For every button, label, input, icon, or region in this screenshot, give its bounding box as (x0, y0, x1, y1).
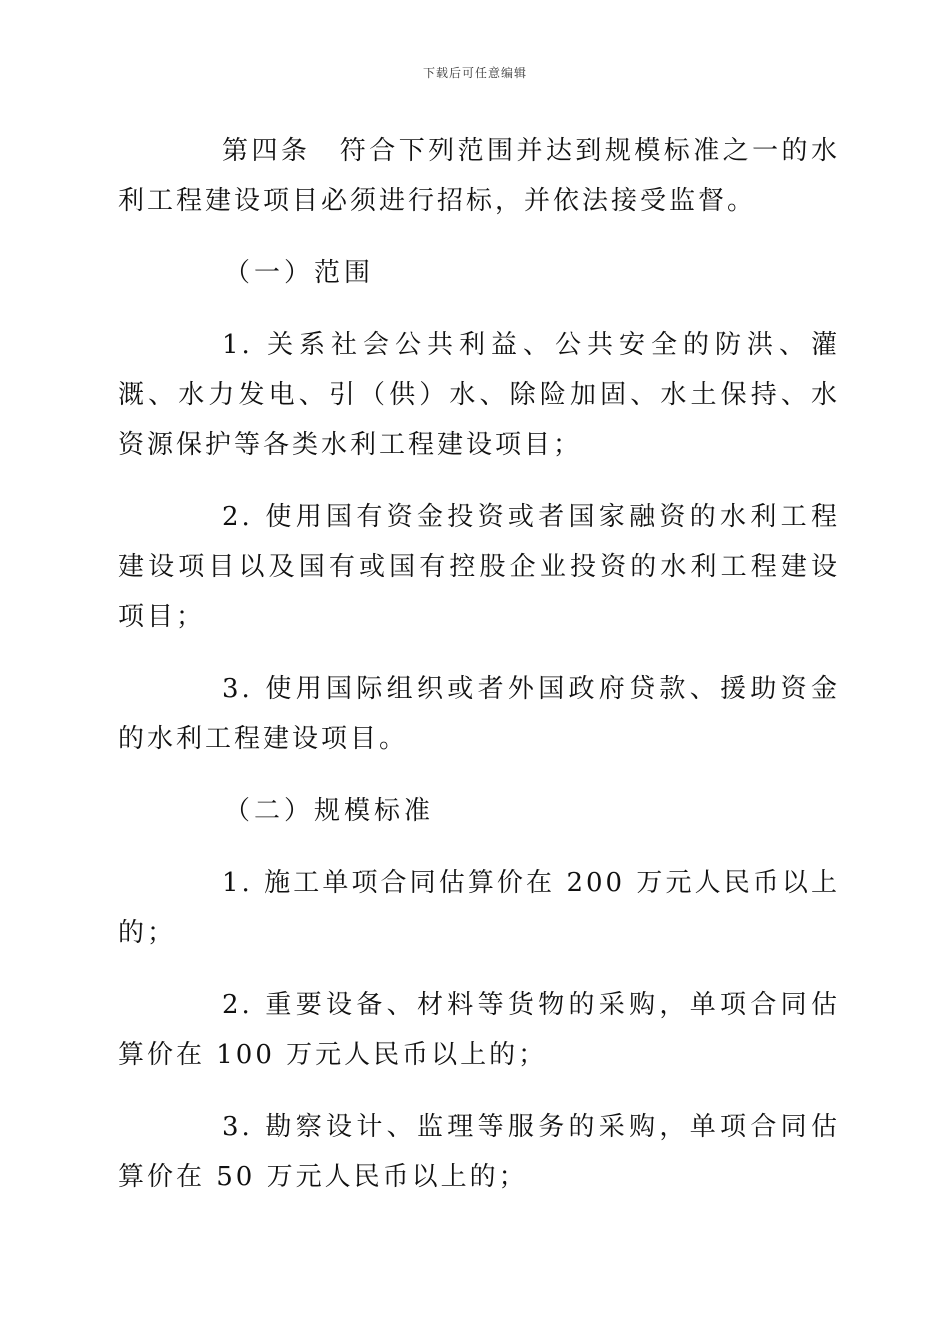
scale-item-3: 3. 勘察设计、监理等服务的采购，单项合同估算价在 50 万元人民币以上的； (118, 1112, 840, 1192)
section-heading-scope: （一）范围 (224, 258, 375, 288)
section-heading-scale-standard: （二）规模标准 (224, 796, 435, 826)
document-body (118, 126, 840, 1224)
scope-item-3: 3. 使用国际组织或者外国政府贷款、援助资金的水利工程建设项目。 (118, 674, 840, 754)
page-header-note: 下载后可任意编辑 (422, 66, 527, 80)
scale-item-2: 2. 重要设备、材料等货物的采购，单项合同估算价在 100 万元人民币以上的； (118, 990, 840, 1070)
scale-item-1: 1. 施工单项合同估算价在 200 万元人民币以上的； (118, 868, 840, 948)
scope-item-1: 1. 关系社会公共利益、公共安全的防洪、灌溉、水力发电、引（供）水、除险加固、水土保持、水资源保护等各类水利工程建设项目； (118, 330, 840, 460)
article-4-paragraph: 第四条 符合下列范围并达到规模标准之一的水利工程建设项目必须进行招标，并依法接受监督。 (118, 136, 840, 216)
scope-item-2: 2. 使用国有资金投资或者国家融资的水利工程建设项目以及国有或国有控股企业投资的水利工程建设项目； (118, 502, 840, 632)
